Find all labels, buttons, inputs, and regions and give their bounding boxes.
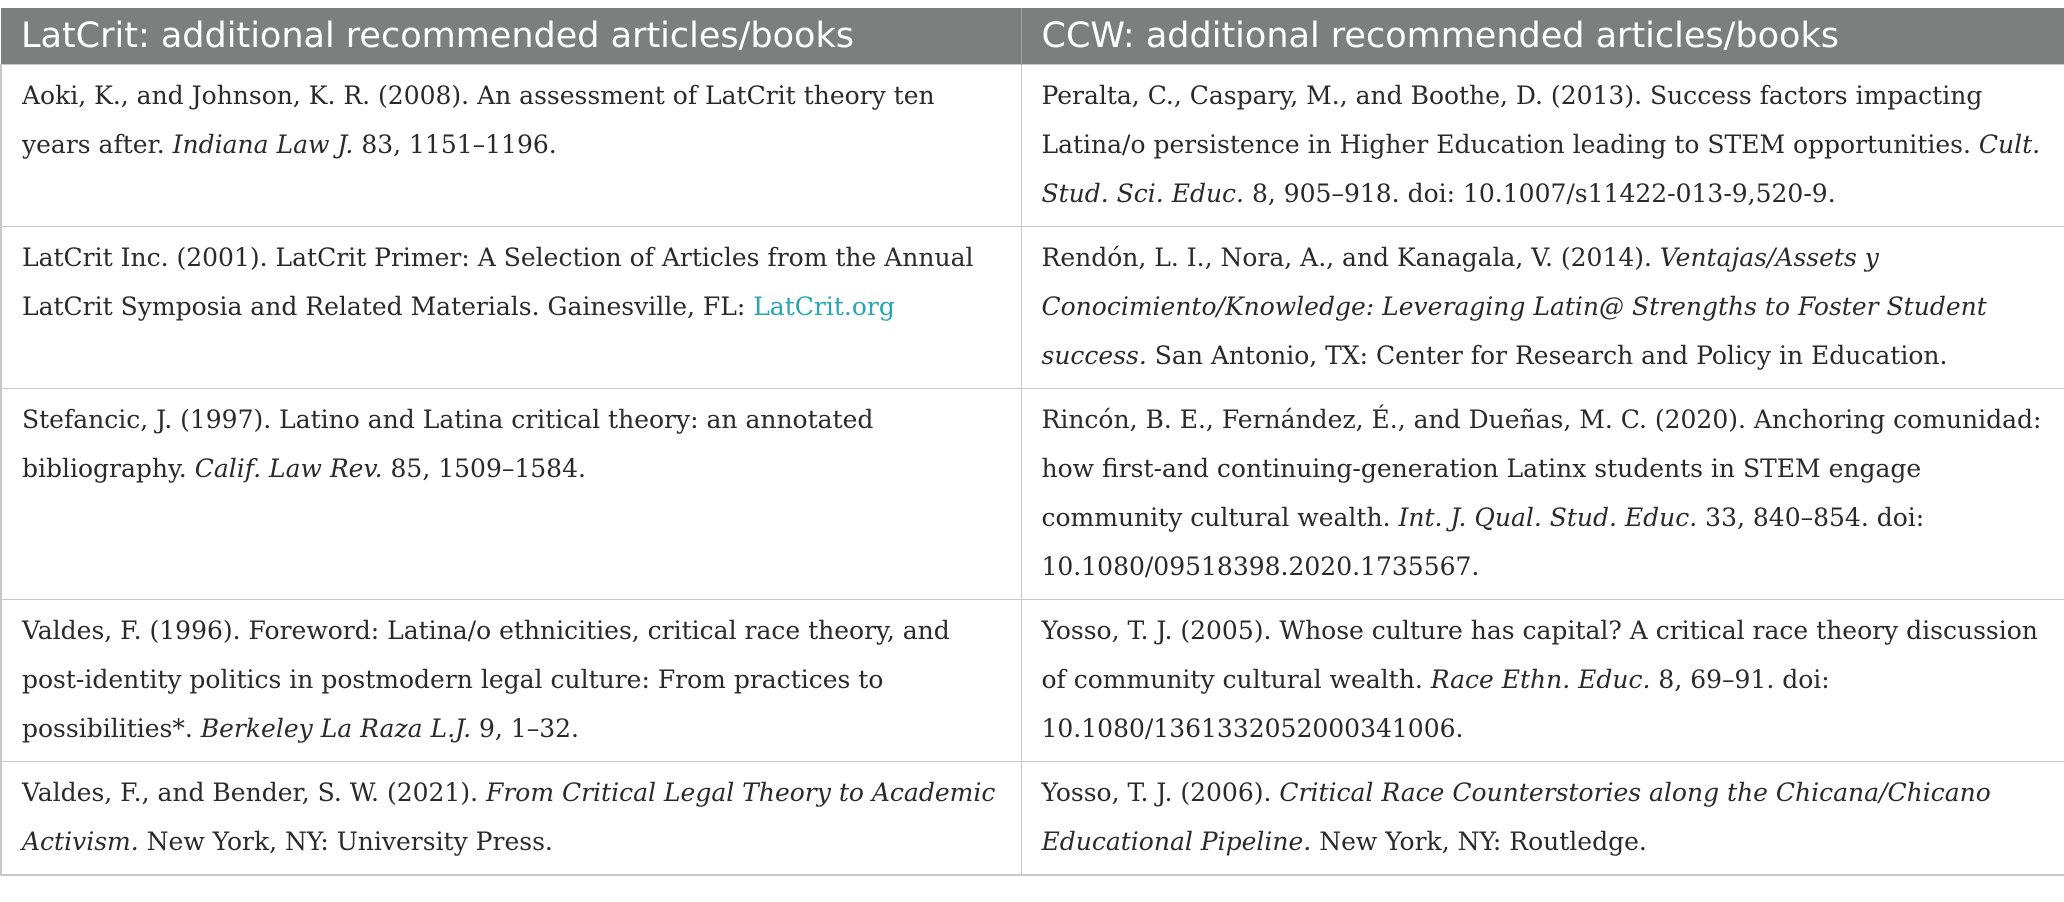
latcrit-reference [1,600,1021,762]
latcrit-org-link[interactable]: LatCrit.org [753,292,895,321]
table-row [1,65,2064,227]
ccw-column-header: CCW: additional recommended articles/books [1021,8,2064,65]
ccw-reference [1021,65,2064,227]
reference-text: Stefancic, J. (1997). Latino and Latina critical theory: an annotated bibliography. [22,405,874,483]
book-title: Ventajas/Assets y Conocimiento/Knowledge: Leveraging Latin@ Strengths to Foster Student success. [1041,243,1987,370]
reference-text: Yosso, T. J. (2006). [1041,778,1280,807]
reference-text: Valdes, F. (1996). Foreword: Latina/o ethnicities, critical race theory, and post-identity politics in postmodern legal culture: From practices to possibilities*. [22,616,950,743]
reference-details: New York, NY: Routledge. [1311,827,1647,856]
journal-name: Int. J. Qual. Stud. Educ. [1398,503,1698,532]
reference-details: 8, 905–918. doi: 10.1007/s11422-013-9,520-9. [1244,179,1836,208]
reference-details: San Antonio, TX: Center for Research and Policy in Education. [1146,341,1948,370]
latcrit-reference [1,762,1021,876]
reference-details: 8, 69–91. doi: 10.1080/1361332052000341006. [1041,665,1830,743]
ccw-reference [1021,762,2064,876]
ccw-reference [1021,600,2064,762]
table-row [1,389,2064,600]
table-row [1,600,2064,762]
reference-text: Rincón, B. E., Fernández, É., and Dueñas, M. C. (2020). Anchoring comunidad: how first-and continuing-generation Latinx students in STEM engage community cultural wealth. [1041,405,2042,532]
reference-details: New York, NY: University Press. [138,827,553,856]
ccw-reference [1021,389,2064,600]
header-row [1,8,2064,65]
journal-name: Race Ethn. Educ. [1430,665,1651,694]
latcrit-reference [1,227,1021,389]
journal-name: Berkeley La Raza L.J. [200,714,472,743]
book-title: Critical Race Counterstories along the Chicana/Chicano Educational Pipeline. [1041,778,1991,856]
table-row [1,227,2064,389]
reference-details: 83, 1151–1196. [353,130,557,159]
ccw-reference [1021,227,2064,389]
book-title: From Critical Legal Theory to Academic Activism. [22,778,996,856]
latcrit-reference [1,65,1021,227]
reference-text: Aoki, K., and Johnson, K. R. (2008). An assessment of LatCrit theory ten years after. [22,81,935,159]
reference-text: Peralta, C., Caspary, M., and Boothe, D. (2013). Success factors impacting Latina/o persistence in Higher Education leading to STEM opportunities. [1041,81,1983,159]
reference-text: Rendón, L. I., Nora, A., and Kanagala, V. (2014). [1041,243,1660,272]
journal-name: Indiana Law J. [172,130,354,159]
reference-details: 85, 1509–1584. [382,454,586,483]
reference-text: Yosso, T. J. (2005). Whose culture has capital? A critical race theory discussion of community cultural wealth. [1041,616,2038,694]
reference-text: Valdes, F., and Bender, S. W. (2021). [22,778,486,807]
reference-details: 9, 1–32. [471,714,579,743]
latcrit-column-header: LatCrit: additional recommended articles/books [1,8,1021,65]
reference-details: 33, 840–854. doi: 10.1080/09518398.2020.1735567. [1041,503,1925,581]
table-row [1,762,2064,876]
references-table [0,8,2064,876]
journal-name: Cult. Stud. Sci. Educ. [1041,130,2041,208]
reference-text: LatCrit Inc. (2001). LatCrit Primer: A Selection of Articles from the Annual LatCrit Symposia and Related Materials. Gainesville, FL: [22,243,974,321]
latcrit-reference [1,389,1021,600]
journal-name: Calif. Law Rev. [194,454,383,483]
